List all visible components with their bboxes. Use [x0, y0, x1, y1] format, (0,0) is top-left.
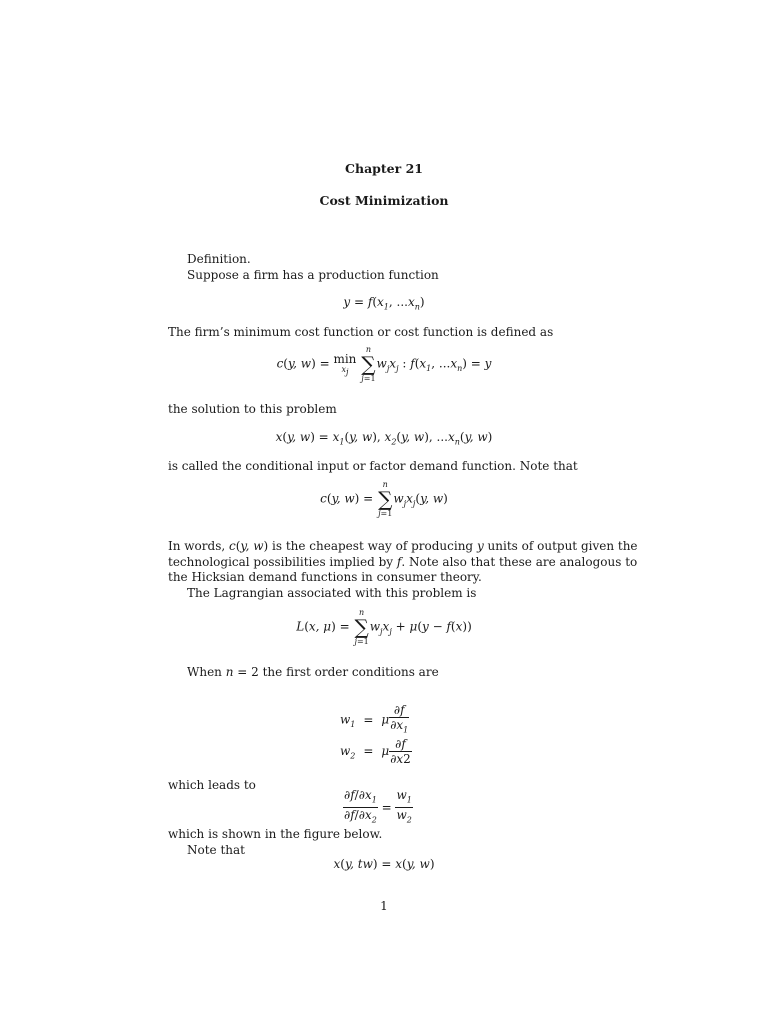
equation-cost-function: c(y, w) = min $x_j$ n ∑ j=1 $w_jx_j$ : $f(x_1$, $...x_n) = y$ — [276, 345, 492, 383]
page-number: 1 — [380, 899, 388, 913]
min-cost-intro-text: The firm’s minimum cost function or cost function is defined as — [168, 325, 554, 339]
in-words-line-2: technological possibilities implied by f. Note also that these are analogous to — [168, 555, 638, 569]
equation-mrts: $\frac{\partial f/\partial x_1}{\partial f/\partial x_2}$ = $\frac{w_1}{w_2}$ — [344, 788, 412, 825]
in-words-text-a: In words, — [168, 539, 226, 553]
in-words-text-e: . Note also that these are analogous to — [401, 555, 638, 569]
equation-conditional-demand: x(y, $w) = x_1(y$, w), $x_2(y$, w), $...x_n(y$, w) — [275, 430, 493, 447]
in-words-line-3: the Hicksian demand functions in consumer theory. — [168, 570, 482, 584]
note-that-text: Note that — [187, 843, 245, 857]
chapter-title: Chapter 21 — [345, 161, 423, 176]
equation-homogeneity: x(y, tw) = x(y, w) — [333, 857, 435, 871]
equation-lagrangian: L(x, μ) = n ∑ j=1 $w_jx_j + \mu(y - f(x))$ — [296, 608, 472, 646]
suppose-text: Suppose a firm has a production function — [187, 268, 439, 282]
foc-intro-text-b: the first order conditions are — [262, 665, 439, 679]
equation-cost-identity: c(y, w) = n ∑ j=1 $w_jx_j(y$, w) — [320, 480, 448, 518]
shown-in-figure-text: which is shown in the figure below. — [168, 827, 383, 841]
foc-intro-text: When n = 2 the first order conditions are — [187, 665, 439, 679]
foc-intro-text-a: When — [187, 665, 222, 679]
in-words-text-c: units of output given the — [487, 539, 638, 553]
equation-production-function: $y = f(x_1$, $...x_n$) — [343, 295, 425, 312]
lagrangian-intro-text: The Lagrangian associated with this problem is — [187, 586, 477, 600]
in-words-line-1: In words, c(y, w) is the cheapest way of producing y units of output given the — [168, 539, 638, 553]
equation-foc-w1: $w_1 = \mu$ $\frac{\partial f}{\partial x_1}$ — [340, 703, 409, 735]
definition-label: Definition. — [187, 252, 251, 266]
equation-foc-w2: $w_2 = \mu$ $\frac{\partial f}{\partial x2}$ — [340, 737, 411, 766]
solution-intro-text: the solution to this problem — [168, 402, 337, 416]
conditional-demand-text: is called the conditional input or factor demand function. Note that — [168, 459, 578, 473]
section-title: Cost Minimization — [319, 193, 449, 208]
in-words-text-b: is the cheapest way of producing — [272, 539, 474, 553]
leads-to-text: which leads to — [168, 778, 256, 792]
in-words-text-d: technological possibilities implied by — [168, 555, 394, 569]
